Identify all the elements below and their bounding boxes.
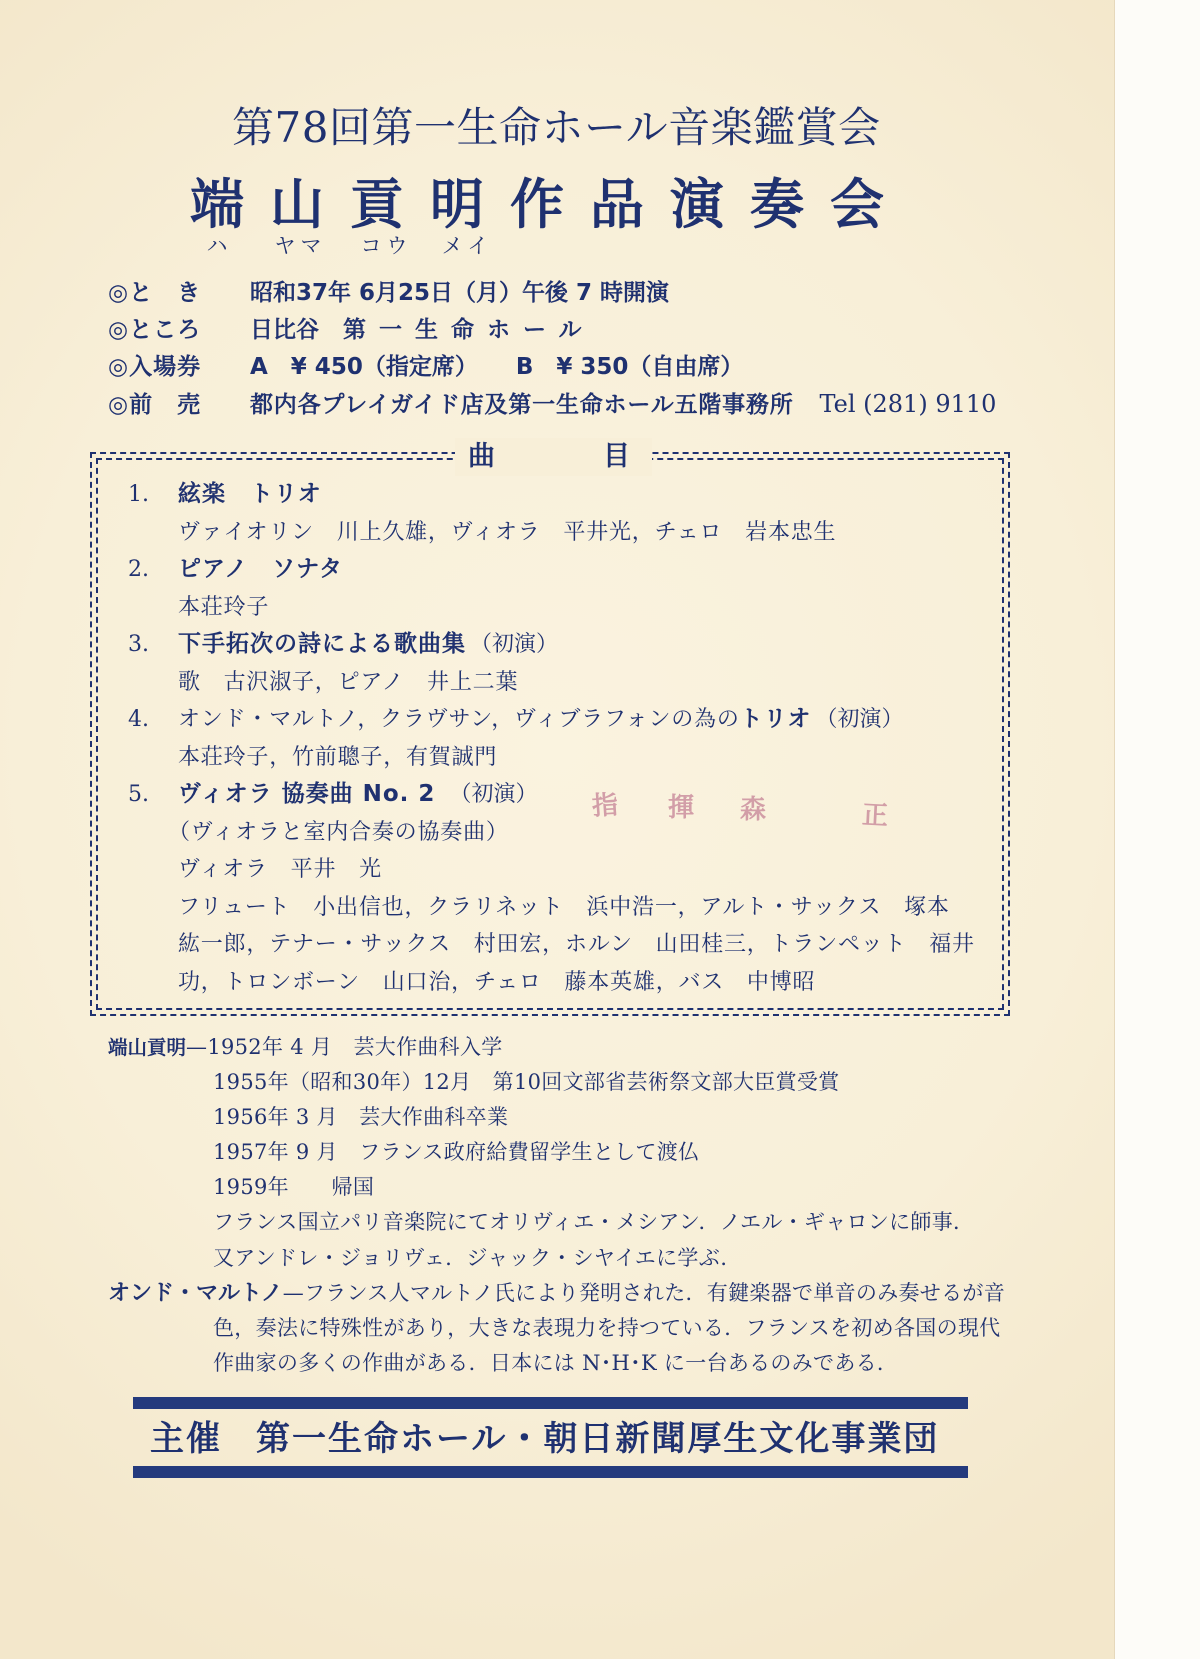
ondes-text: 色，奏法に特殊性があり，大きな表現力を持つている．フランスを初め各国の現代 xyxy=(213,1315,1001,1340)
item-subtitle: （ヴィオラと室内合奏の協奏曲） xyxy=(168,819,509,845)
sponsor-label: 主催 xyxy=(150,1419,222,1459)
biography-entry: フランス国立パリ音楽院にてオリヴィエ・メシアン．ノエル・ギャロンに師事． xyxy=(213,1210,975,1235)
info-row-presale xyxy=(108,386,996,423)
place-hall: 第一生命ホール xyxy=(343,317,595,343)
item-number: 2. xyxy=(128,557,149,582)
conductor-stamp-char: 森 xyxy=(740,795,767,825)
composer-name: 端山貢明 xyxy=(108,1036,187,1059)
biography-entry: 1956年 3 月 芸大作曲科卒業 xyxy=(213,1105,509,1130)
item-ensemble-line: フリュート 小出信也，クラリネット 浜中浩一，アルト・サックス 塚本 xyxy=(178,894,950,920)
item-number: 3. xyxy=(128,632,149,657)
date-label: ◎と き xyxy=(108,280,202,306)
item-title: トリオ xyxy=(739,706,812,732)
biography-entry: 1959年 帰国 xyxy=(213,1175,375,1200)
place-area: 日比谷 xyxy=(250,317,319,343)
telephone: Tel (281) 9110 xyxy=(819,390,997,418)
sponsor-rule-top xyxy=(133,1397,968,1409)
item-performers: 歌 古沢淑子，ピアノ 井上二葉 xyxy=(178,669,519,695)
ticket-a: A ¥ 450（指定席） xyxy=(250,354,478,380)
date-value: 昭和37年 6月25日（月）午後 7 時開演 xyxy=(250,280,670,306)
ticket-label: ◎入場券 xyxy=(108,354,202,380)
furigana-mei: メイ xyxy=(441,234,494,258)
premiere-note: （初演） xyxy=(470,632,559,657)
info-row-date xyxy=(108,275,996,312)
concert-info xyxy=(108,275,996,423)
presale-label: ◎前 売 xyxy=(108,392,202,418)
ticket-b: B ¥ 350（自由席） xyxy=(515,354,744,380)
biography-entry: —1952年 4 月 芸大作曲科入学 xyxy=(186,1035,503,1059)
info-row-place xyxy=(108,312,996,349)
program-item-2 xyxy=(128,551,975,589)
item-title: 下手拓次の詩による歌曲集 xyxy=(178,631,466,657)
ondes-note-line xyxy=(108,1276,1005,1311)
biography-entry: 1957年 9 月 フランス政府給費留学生として渡仏 xyxy=(213,1140,700,1165)
item-number: 5. xyxy=(128,782,149,807)
ondes-term: オンド・マルトノ xyxy=(108,1280,283,1306)
item-number: 4. xyxy=(128,707,149,732)
item-performers: 本荘玲子 xyxy=(178,594,270,620)
item-title-prefix: オンド・マルトノ，クラヴサン，ヴィブラフォンの為の xyxy=(178,707,740,732)
item-title: 絃楽 トリオ xyxy=(178,481,322,507)
place-label: ◎ところ xyxy=(108,317,202,343)
conductor-stamp-char: 揮 xyxy=(668,793,695,823)
info-row-ticket xyxy=(108,349,996,386)
premiere-note: （初演） xyxy=(815,707,904,732)
ondes-text: —フランス人マルトノ氏により発明された．有鍵楽器で単音のみ奏せるが音 xyxy=(282,1280,1005,1305)
ondes-text: 作曲家の多くの作曲がある．日本には N･H･K に一台あるのみである． xyxy=(213,1350,899,1375)
program-heading: 曲 目 xyxy=(455,438,652,476)
biography-line xyxy=(108,1030,1005,1065)
furigana-ha: ハ xyxy=(206,234,233,258)
presale-value: 都内各プレイガイド店及第一生命ホール五階事務所 xyxy=(250,392,794,418)
conductor-stamp-char: 指 xyxy=(590,790,620,822)
biography xyxy=(108,1030,1005,1381)
series-title: 第78回第一生命ホール音楽鑑賞会 xyxy=(232,103,881,152)
item-performers: 本荘玲子，竹前聰子，有賀誠門 xyxy=(178,744,498,770)
item-number: 1. xyxy=(128,482,149,507)
program-list xyxy=(128,476,975,1001)
item-title: ピアノ ソナタ xyxy=(178,556,344,582)
furigana-kou: コウ xyxy=(360,234,413,258)
premiere-note: （初演） xyxy=(449,782,538,807)
item-ensemble-line: 功，トロンボーン 山口治，チェロ 藤本英雄，バス 中博昭 xyxy=(178,969,816,995)
item-soloist: ヴィオラ 平井 光 xyxy=(178,857,382,882)
program-item-4 xyxy=(128,701,975,739)
sponsor-rule-bottom xyxy=(133,1466,968,1478)
program-item-5 xyxy=(128,776,975,814)
item-title: ヴィオラ 協奏曲 No. 2 xyxy=(178,781,436,807)
sponsor-line xyxy=(150,1417,939,1461)
program-item-1 xyxy=(128,476,975,514)
item-performers: ヴァイオリン 川上久雄，ヴィオラ 平井光，チェロ 岩本忠生 xyxy=(178,519,837,545)
program-item-3 xyxy=(128,626,975,664)
furigana-yama: ヤマ xyxy=(274,234,327,258)
item-ensemble-line: 紘一郎，テナー・サックス 村田宏，ホルン 山田桂三，トランペット 福井 xyxy=(178,932,975,957)
concert-title: 端山貢明作品演奏会 xyxy=(190,173,910,236)
biography-entry: 1955年（昭和30年）12月 第10回文部省芸術祭文部大臣賞受賞 xyxy=(213,1070,840,1095)
biography-entry: 又アンドレ・ジョリヴェ．ジャック・シヤイエに学ぶ． xyxy=(213,1245,742,1270)
conductor-stamp-char: 正 xyxy=(861,800,889,832)
sponsor-name: 第一生命ホール・朝日新聞厚生文化事業団 xyxy=(256,1419,940,1459)
